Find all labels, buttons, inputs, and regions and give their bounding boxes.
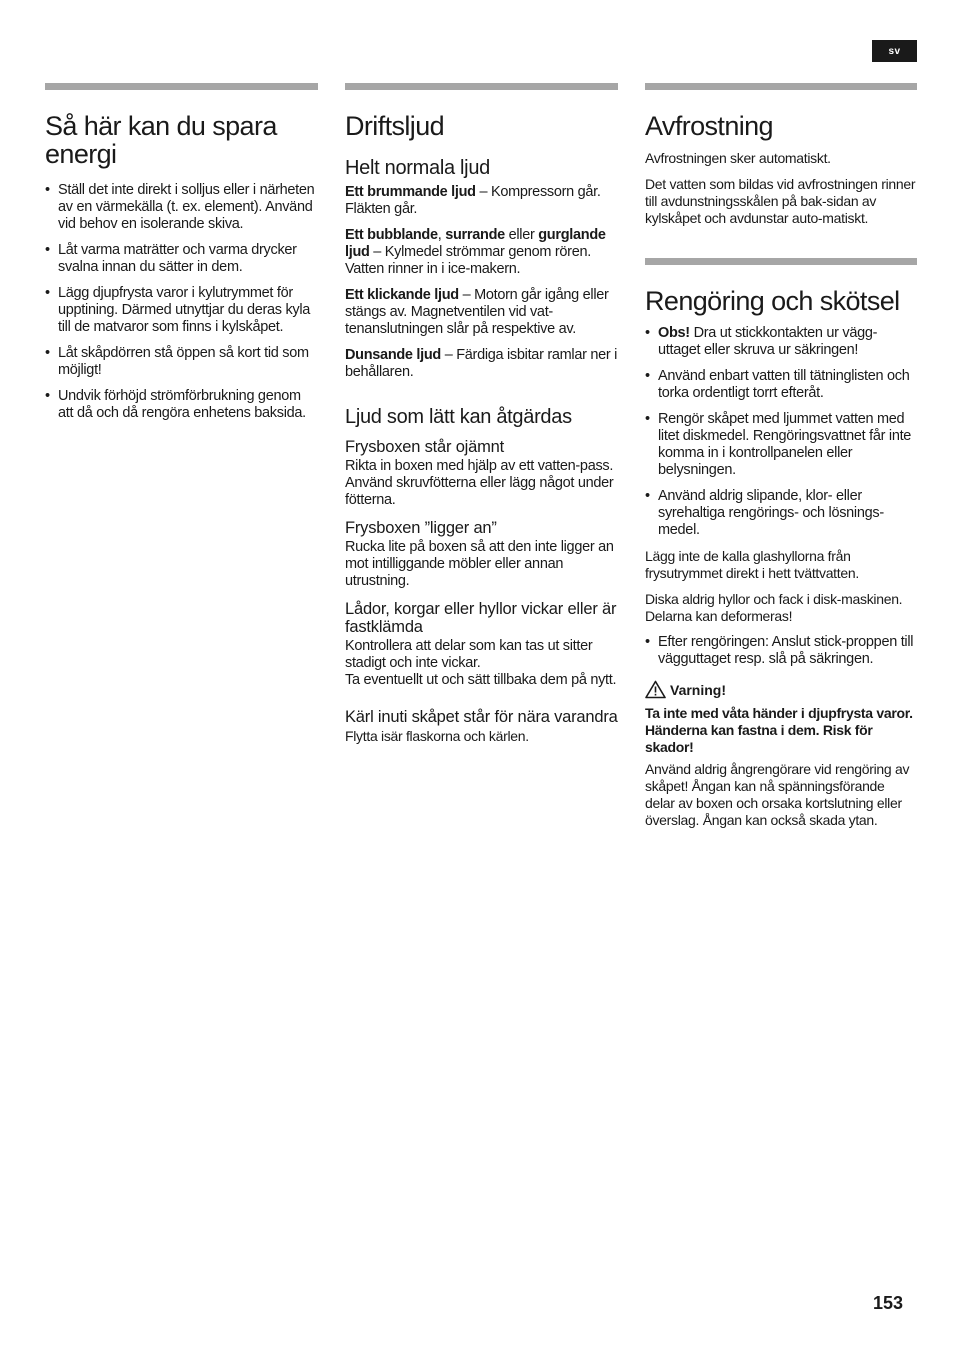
- noise-term: Dunsande ljud: [345, 347, 441, 363]
- warning-detail: Använd aldrig ångrengörare vid rengöring av skåpet! Ångan kan nå spänningsförande delar av boxen och orsaka kortslutning eller överslag. Ångan kan också skada ytan.: [645, 761, 910, 828]
- list-item: • Använd aldrig slipande, klor- eller syrehaltiga rengörings- och lösnings-medel.: [645, 488, 917, 539]
- cleaning-text: Diska aldrig hyllor och fack i disk-maskinen. Delarna kan deformeras!: [645, 591, 903, 624]
- issue-heading: Frysboxen står ojämnt: [345, 438, 505, 456]
- list-item: • Låt varma maträtter och varma drycker svalna innan du sätter in dem.: [45, 242, 318, 276]
- noise-paragraph: [345, 287, 618, 338]
- noise-paragraph: [345, 227, 618, 278]
- section-rule: [645, 83, 917, 90]
- issue-text: Rucka lite på boxen så att den inte ligger an mot intilliggande möbler eller annan utrustning.: [345, 539, 614, 589]
- defrost-title: Avfrostning: [645, 111, 773, 141]
- cleaning-list: [645, 325, 917, 539]
- normal-noises-heading: Helt normala ljud: [345, 157, 490, 179]
- operating-noise-column: [345, 83, 618, 754]
- energy-saving-column: [45, 83, 318, 431]
- issue-text: Flytta isär flaskorna och kärlen.: [345, 728, 529, 744]
- noise-term: gurglande ljud: [345, 227, 606, 260]
- defrost-text: Det vatten som bildas vid avfrostningen rinner till avdunstningsskålen på bak-sidan av kylskåpet och avdunstar auto-matiskt.: [645, 176, 916, 226]
- cleaning-title: Rengöring och skötsel: [645, 286, 900, 316]
- noise-paragraph: [345, 347, 618, 381]
- warning-triangle-icon: [645, 680, 666, 699]
- list-item: • Rengör skåpet med ljummet vatten med litet diskmedel. Rengöringsvattnet får inte komma in i kontrollpanelen eller belysningen.: [645, 411, 917, 479]
- section-rule: [45, 83, 318, 90]
- conjunction: eller: [504, 227, 539, 243]
- list-item: • Efter rengöringen: Anslut stick-proppen till vägguttaget resp. slå på säkringen.: [645, 634, 917, 668]
- section-rule: [345, 83, 618, 90]
- energy-saving-title: Så här kan du spara energi: [45, 111, 277, 169]
- page-number: 153: [873, 1293, 904, 1313]
- separator: ,: [437, 227, 446, 243]
- list-item: • Låt skåpdörren stå öppen så kort tid som möjligt!: [45, 345, 318, 379]
- warning-label: Varning!: [670, 681, 727, 698]
- operating-noise-title: Driftsljud: [345, 111, 445, 141]
- noise-term: Ett klickande ljud: [345, 287, 459, 303]
- noise-description: – Motorn går igång eller stängs av. Magnetventilen vid vat-tenanslutningen slår på respektive av.: [345, 287, 609, 337]
- defrost-cleaning-column: [645, 83, 917, 838]
- notice-label: Obs!: [658, 325, 690, 341]
- noise-description: – Kylmedel strömmar genom rören. Vatten rinner in i ice-makern.: [345, 244, 591, 277]
- noise-term: Ett brummande ljud: [345, 184, 476, 200]
- list-item: • Lägg djupfrysta varor i kylutrymmet för upptining. Därmed utnyttjar du deras kyla till de matvaror som finns i kylskåpet.: [45, 285, 318, 336]
- noise-paragraph: [345, 184, 618, 218]
- issue-heading: Lådor, korgar eller hyllor vickar eller är fastklämda: [345, 600, 617, 636]
- noise-term: surrande: [445, 227, 505, 243]
- language-badge: sv: [872, 40, 917, 62]
- noise-description: – Färdiga isbitar ramlar ner i behållaren.: [345, 347, 618, 380]
- list-item: [645, 325, 917, 359]
- warning-text: Ta inte med våta händer i djupfrysta varor. Händerna kan fastna i dem. Risk för skador!: [645, 705, 913, 755]
- section-rule: [645, 258, 917, 265]
- issue-text: [345, 638, 618, 689]
- issue-text: Rikta in boxen med hjälp av ett vatten-pass. Använd skruvfötterna eller lägg något under fötterna.: [345, 458, 614, 508]
- list-item: • Använd enbart vatten till tätninglisten och torka ordentligt torrt efteråt.: [645, 368, 917, 402]
- issue-text-line: Ta eventuellt ut och sätt tillbaka dem på nytt.: [345, 672, 617, 688]
- warning-header: [645, 680, 917, 699]
- noise-description: – Kompressorn går. Fläkten går.: [345, 184, 601, 217]
- issue-heading: Kärl inuti skåpet står för nära varandra: [345, 708, 618, 726]
- noise-term: Ett bubblande: [345, 227, 438, 243]
- fixable-noises-heading: Ljud som lätt kan åtgärdas: [345, 406, 572, 428]
- cleaning-list-2: [645, 634, 917, 668]
- issue-heading: Frysboxen ”ligger an”: [345, 519, 497, 537]
- energy-tips-list: [45, 182, 318, 422]
- issue-text-line: Kontrollera att delar som kan tas ut sitter stadigt och inte vickar.: [345, 638, 593, 671]
- defrost-text: Avfrostningen sker automatiskt.: [645, 150, 831, 166]
- list-item: • Ställ det inte direkt i solljus eller i närheten av en värmekälla (t. ex. element). Använd vid behov en isolerande skiva.: [45, 182, 318, 233]
- notice-text: Dra ut stickkontakten ur vägg-uttaget eller skruva ur säkringen!: [658, 325, 878, 358]
- cleaning-text: Lägg inte de kalla glashyllorna från frysutrymmet direkt i hett tvättvatten.: [645, 548, 859, 581]
- list-item: • Undvik förhöjd strömförbrukning genom att då och då rengöra enhetens baksida.: [45, 388, 318, 422]
